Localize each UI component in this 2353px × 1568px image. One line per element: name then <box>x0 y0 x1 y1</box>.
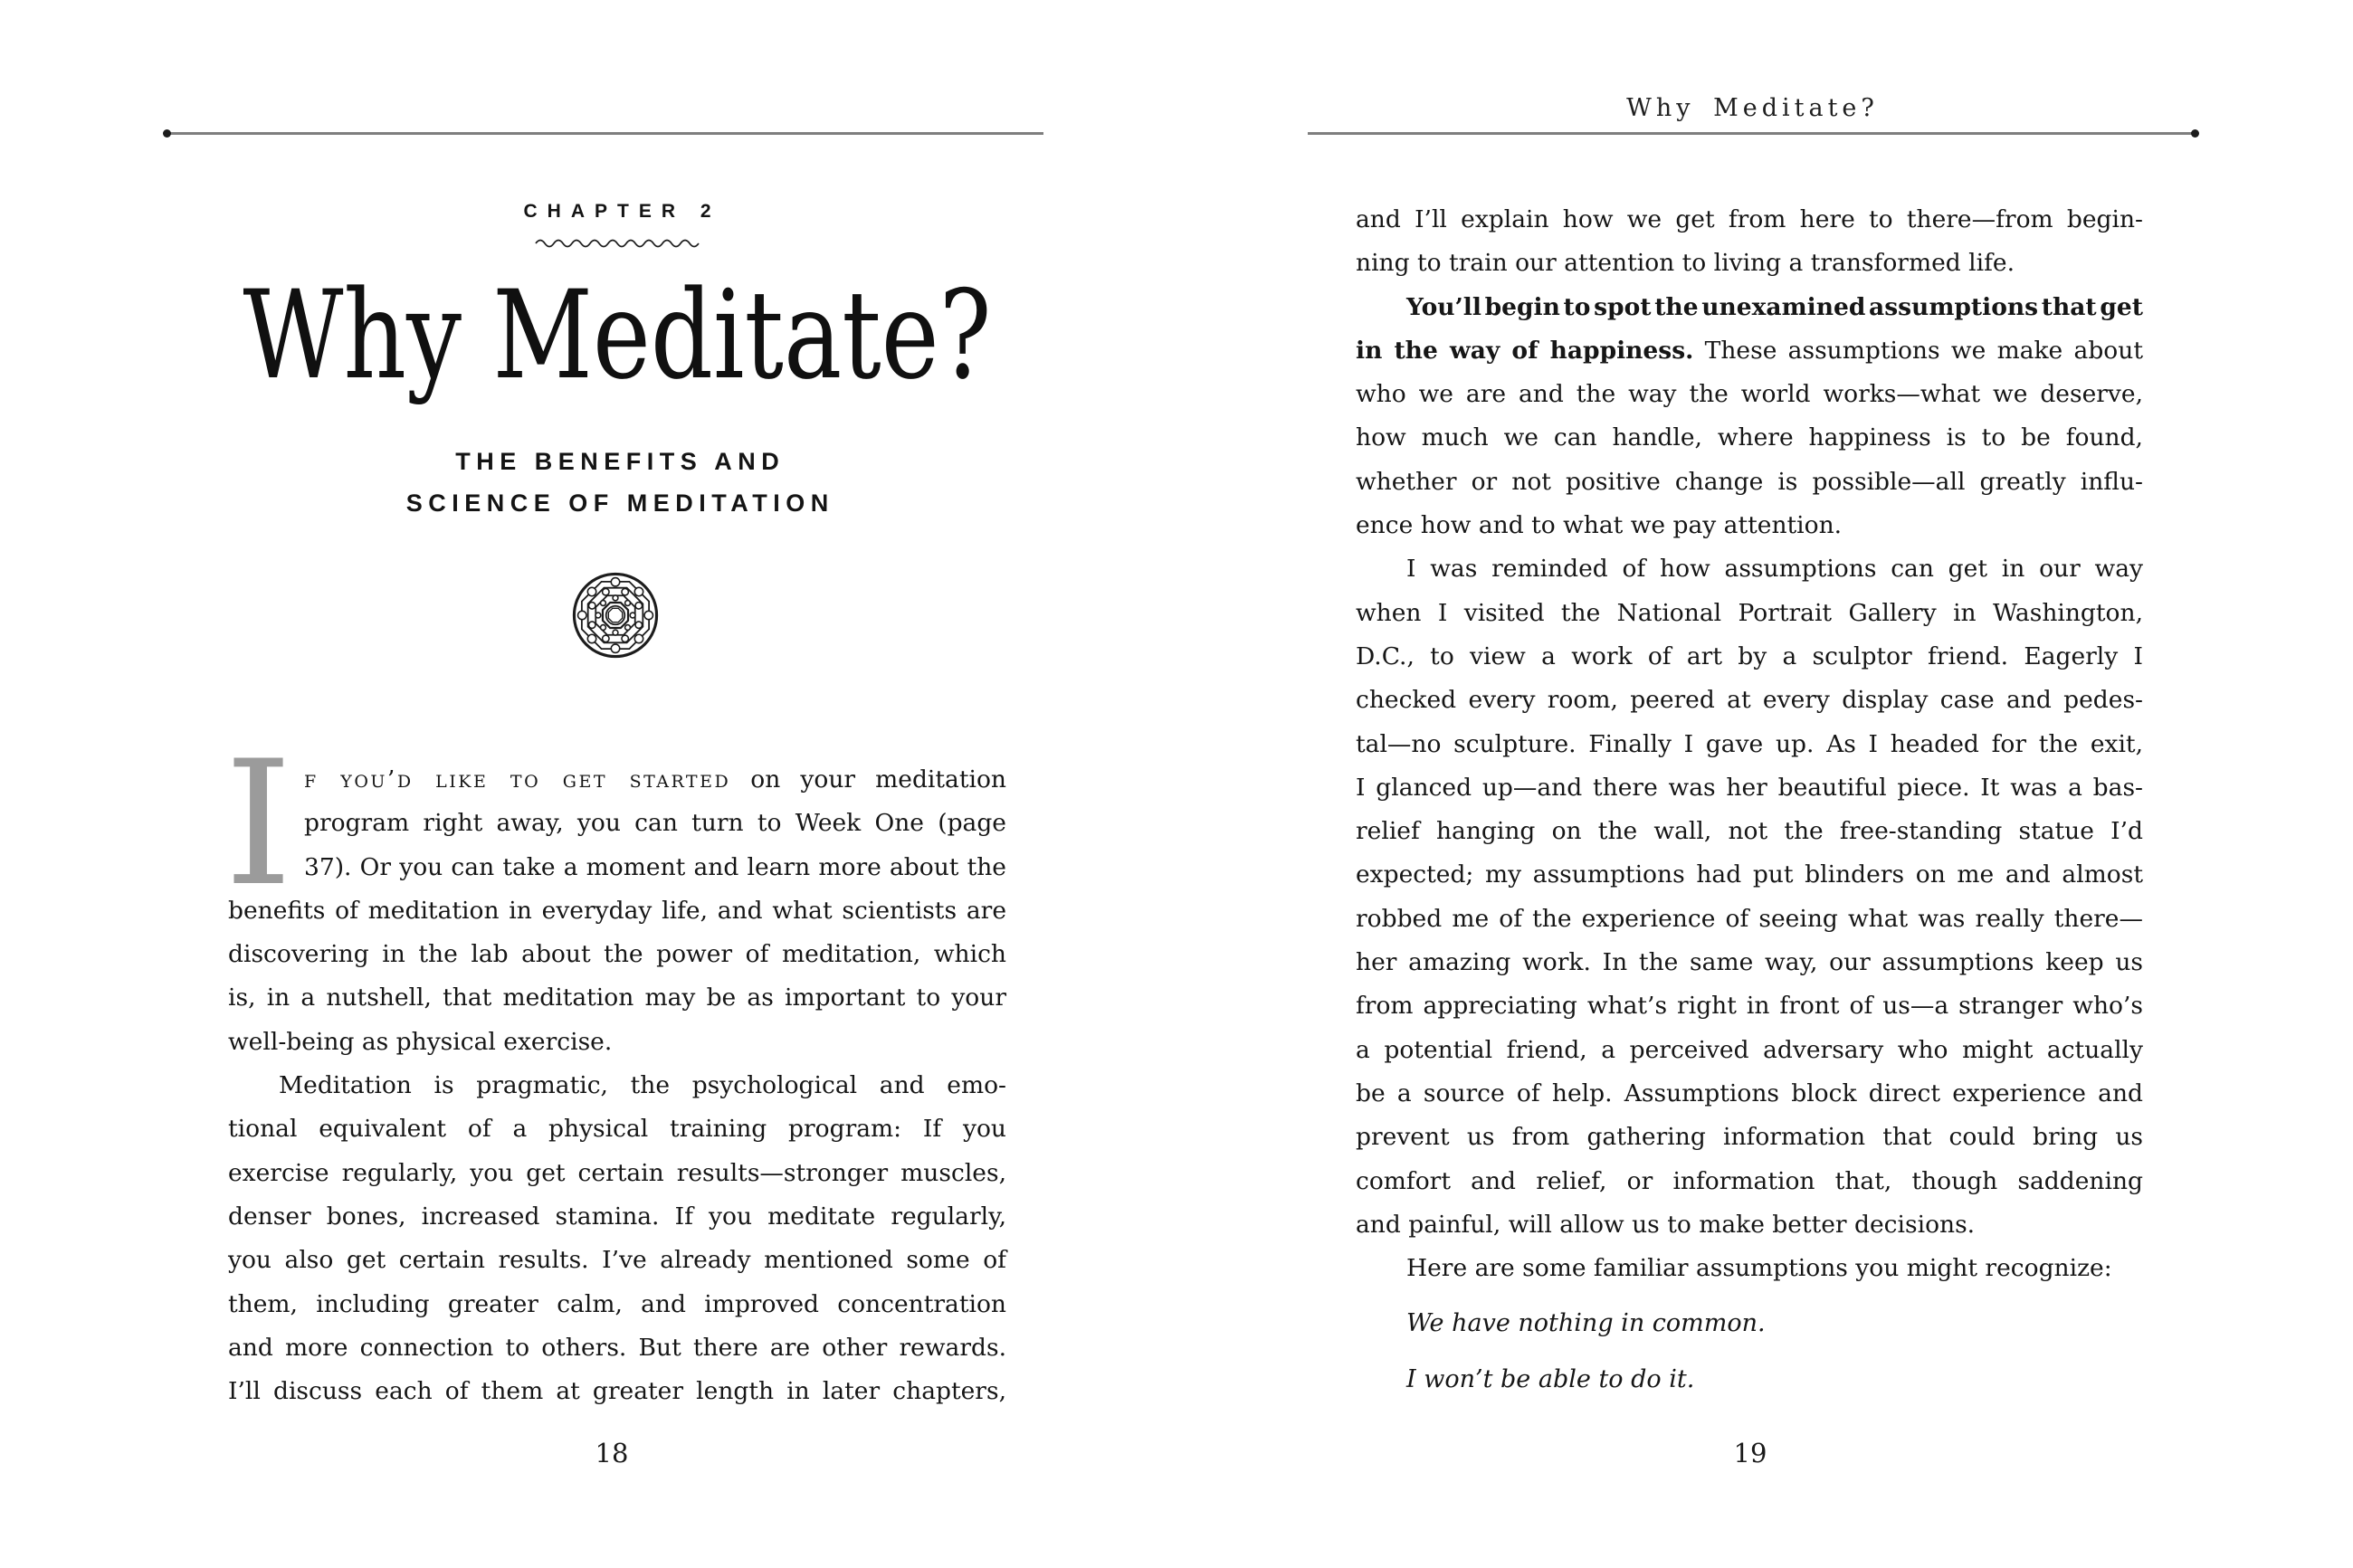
body-line-text: a potential friend, a perceived adversary who might actually <box>1356 1035 2143 1064</box>
body-line <box>1356 416 2143 460</box>
body-line-text: be a source of help. Assumptions block direct experience and <box>1356 1079 2143 1107</box>
body-line-text: program right away, you can turn to Week One (page <box>304 809 1006 838</box>
small-caps-text: f you’d like to get started <box>304 765 731 794</box>
body-line-text: ence how and to what we pay attention. <box>1356 511 1843 540</box>
body-line-text: checked every room, peered at every display case and pedes- <box>1356 686 2143 715</box>
assumption-line: We have nothing in common. <box>1406 1309 1766 1338</box>
body-line-text: her amazing work. In the same way, our assumptions keep us <box>1356 948 2143 977</box>
body-line-text: them, including greater calm, and improved concentration <box>228 1289 1006 1318</box>
body-line <box>228 1283 1006 1326</box>
header-rule-right <box>1308 132 2197 135</box>
header-rule-left <box>165 132 1043 135</box>
body-line <box>1356 984 2143 1028</box>
body-line-text: and painful, will allow us to make better decisions. <box>1356 1210 1976 1239</box>
body-line-text: well-being as physical exercise. <box>228 1027 613 1056</box>
body-line <box>228 1195 1006 1239</box>
body-line-text: whether or not positive change is possible—all greatly influ- <box>1356 467 2143 496</box>
body-text-right <box>1356 198 2143 1402</box>
body-line <box>1356 198 2143 242</box>
body-line-text: when I visited the National Portrait Gallery in Washington, <box>1356 598 2143 627</box>
body-line <box>228 846 1006 889</box>
chapter-subtitle-line: THE BENEFITS AND <box>455 448 786 475</box>
body-line <box>1356 1072 2143 1116</box>
body-line-text: robbed me of the experience of seeing what was really there— <box>1356 904 2143 933</box>
body-line-text: from appreciating what’s right in front of us—a stranger who’s <box>1356 992 2143 1021</box>
body-line-text: benefits of meditation in everyday life, and what scientists are <box>228 896 1006 925</box>
body-line <box>1356 373 2143 416</box>
body-line-text: expected; my assumptions had put blinders on me and almost <box>1356 860 2143 889</box>
paragraph <box>1356 198 2143 286</box>
body-line-text: D.C., to view a work of art by a sculptor friend. Eagerly I <box>1356 641 2143 670</box>
body-line <box>1356 810 2143 853</box>
drop-cap: I <box>224 724 293 924</box>
page-number-left: 18 <box>595 1438 629 1468</box>
paragraph <box>228 1064 1006 1413</box>
body-line <box>1356 1203 2143 1247</box>
paragraph <box>1356 1247 2143 1290</box>
body-line-text: exercise regularly, you get certain results—stronger muscles, <box>228 1158 1006 1187</box>
chapter-label: CHAPTER 2 <box>523 201 721 222</box>
chapter-squiggle-icon <box>533 236 701 249</box>
body-line <box>1356 592 2143 635</box>
body-line-text: I glanced up—and there was her beautiful piece. It was a bas- <box>1356 773 2143 802</box>
chapter-title: Why Meditate? <box>243 264 992 406</box>
body-line-text: tional equivalent of a physical training program: If you <box>228 1115 1006 1144</box>
body-line <box>1356 1116 2143 1159</box>
chapter-ornament-icon <box>571 571 660 660</box>
body-line <box>1356 286 2143 329</box>
body-line-text: I’ll discuss each of them at greater length in later chapters, <box>228 1377 1006 1406</box>
body-line <box>228 933 1006 976</box>
body-line-text: prevent us from gathering information that could bring us <box>1356 1123 2143 1152</box>
running-head: Why Meditate? <box>1626 94 1879 122</box>
rule-end-dot <box>163 129 171 138</box>
body-line <box>228 1021 1006 1064</box>
body-line <box>228 976 1006 1020</box>
body-line <box>1356 766 2143 810</box>
body-line <box>228 802 1006 845</box>
body-line <box>228 1370 1006 1413</box>
body-line-text: 37). Or you can take a moment and learn more about the <box>304 852 1006 881</box>
paragraph <box>1356 286 2143 548</box>
body-line-text: discovering in the lab about the power of meditation, which <box>228 940 1006 969</box>
chapter-subtitle-line: SCIENCE OF MEDITATION <box>405 489 834 517</box>
rule-end-dot <box>2191 129 2199 138</box>
bold-lead-text: You’ll begin to spot the unexamined assumptions that get <box>1406 292 2143 321</box>
body-line <box>228 889 1006 933</box>
body-line-text: and more connection to others. But there are other rewards. <box>228 1333 1006 1362</box>
chapter-subtitle <box>228 441 1006 524</box>
body-text-left <box>224 724 1006 1413</box>
body-line-text: you also get certain results. I’ve already mentioned some of <box>228 1246 1006 1275</box>
body-line <box>228 758 1006 802</box>
body-line <box>1356 635 2143 679</box>
body-line <box>228 1152 1006 1195</box>
body-line-text: how much we can handle, where happiness is to be found, <box>1356 423 2143 452</box>
body-line-text: Meditation is pragmatic, the psychological and emo- <box>279 1071 1006 1100</box>
body-line <box>1356 898 2143 941</box>
body-line <box>1356 329 2143 373</box>
body-line <box>228 1064 1006 1107</box>
body-line <box>1356 242 2143 285</box>
assumption-line: I won’t be able to do it. <box>1406 1364 1695 1393</box>
body-line-text: who we are and the way the world works—what we deserve, <box>1356 380 2143 409</box>
body-line <box>1356 723 2143 766</box>
body-line <box>1356 461 2143 504</box>
bold-lead-text: in the way of happiness. <box>1356 336 1694 365</box>
body-line-text: relief hanging on the wall, not the free-standing statue I’d <box>1356 817 2143 846</box>
body-line <box>1356 504 2143 547</box>
body-line <box>1356 941 2143 984</box>
body-line <box>228 1239 1006 1282</box>
body-line-text: Here are some familiar assumptions you might recognize: <box>1406 1254 2112 1283</box>
body-line-text: on your meditation <box>730 765 1006 794</box>
paragraph <box>1356 547 2143 1247</box>
body-line-text: I was reminded of how assumptions can get in our way <box>1406 555 2143 584</box>
body-line <box>1356 1029 2143 1072</box>
body-line-text: is, in a nutshell, that meditation may be as important to your <box>228 984 1006 1012</box>
body-line-text: ning to train our attention to living a transformed life. <box>1356 249 2015 278</box>
body-line <box>1356 547 2143 591</box>
body-line-text: comfort and relief, or information that, though saddening <box>1356 1166 2143 1195</box>
paragraph <box>224 724 1006 1064</box>
body-line <box>1356 853 2143 897</box>
body-line <box>228 1326 1006 1370</box>
body-line-text: denser bones, increased stamina. If you meditate regularly, <box>228 1202 1006 1231</box>
body-line <box>1356 679 2143 722</box>
body-line-text: tal—no sculpture. Finally I gave up. As I headed for the exit, <box>1356 729 2143 758</box>
body-line <box>1356 1247 2143 1290</box>
body-line-text: These assumptions we make about <box>1693 336 2143 365</box>
body-line <box>228 1107 1006 1151</box>
body-line <box>1356 1160 2143 1203</box>
page-number-right: 19 <box>1733 1438 1767 1468</box>
body-line-text: and I’ll explain how we get from here to there—from begin- <box>1356 205 2143 233</box>
